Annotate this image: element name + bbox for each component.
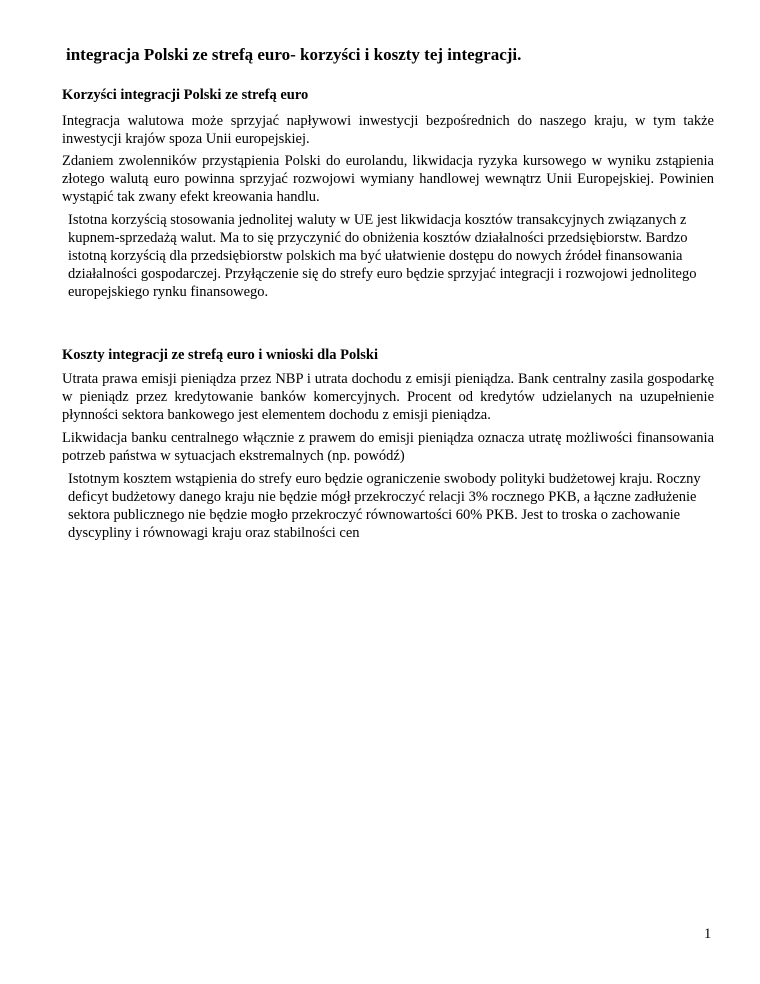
paragraph-costs-1: Utrata prawa emisji pieniądza przez NBP i utrata dochodu z emisji pieniądza. Bank centralny zasila gospodarkę w pieniądz przez kredytowanie banków komercyjnych. Procent od kredytów udzielanych na uzupełnienie płynności sektora bankowego jest elementem dochodu z emisji pieniądza.: [62, 371, 714, 423]
paragraph-costs-3: Istotnym kosztem wstąpienia do strefy euro będzie ograniczenie swobody polityki budżetowej kraju. Roczny deficyt budżetowy danego kraju nie będzie mógł przekroczyć relacji 3% rocznego PKB, a łączne zadłużenie sektora publicznego nie będzie mogło przekroczyć równowartości 60% PKB. Jest to troska o zachowanie dyscypliny i równowagi kraju oraz stabilności cen: [68, 471, 701, 541]
paragraph-benefits-3: Istotna korzyścią stosowania jednolitej waluty w UE jest likwidacja kosztów transakcyjnych związanych z kupnem-sprzedażą walut. Ma to się przyczynić do obniżenia kosztów działalności przedsiębiorstw. Bardzo istotną korzyścią dla przedsiębiorstw polskich ma być ułatwienie dostępu do nowych źródeł finansowania działalności gospodarczej. Przyłączenie się do strefy euro będzie sprzyjać integracji i rozwojowi jednolitego europejskiego rynku finansowego.: [68, 212, 697, 300]
document-title: integracja Polski ze strefą euro- korzyści i koszty tej integracji.: [66, 45, 522, 64]
paragraph-benefits-2: Zdaniem zwolenników przystąpienia Polski do eurolandu, likwidacja ryzyka kursowego w wyniku zstąpienia złotego walutą euro powinna sprzyjać rozwojowi wymiany handlowej wewnątrz Unii Europejskiej. Powinien wystąpić tak zwany efekt kreowania handlu.: [62, 153, 714, 205]
paragraph-benefits-1: Integracja walutowa może sprzyjać napływowi inwestycji bezpośrednich do naszego kraju, w tym także inwestycji krajów spoza Unii europejskiej.: [62, 113, 714, 147]
page-number: 1: [704, 926, 712, 942]
section-heading-costs: Koszty integracji ze strefą euro i wnioski dla Polski: [62, 347, 379, 363]
paragraph-costs-2: Likwidacja banku centralnego włącznie z prawem do emisji pieniądza oznacza utratę możliwości finansowania potrzeb państwa w sytuacjach ekstremalnych (np. powódź): [62, 430, 714, 464]
section-heading-benefits: Korzyści integracji Polski ze strefą euro: [62, 87, 309, 103]
